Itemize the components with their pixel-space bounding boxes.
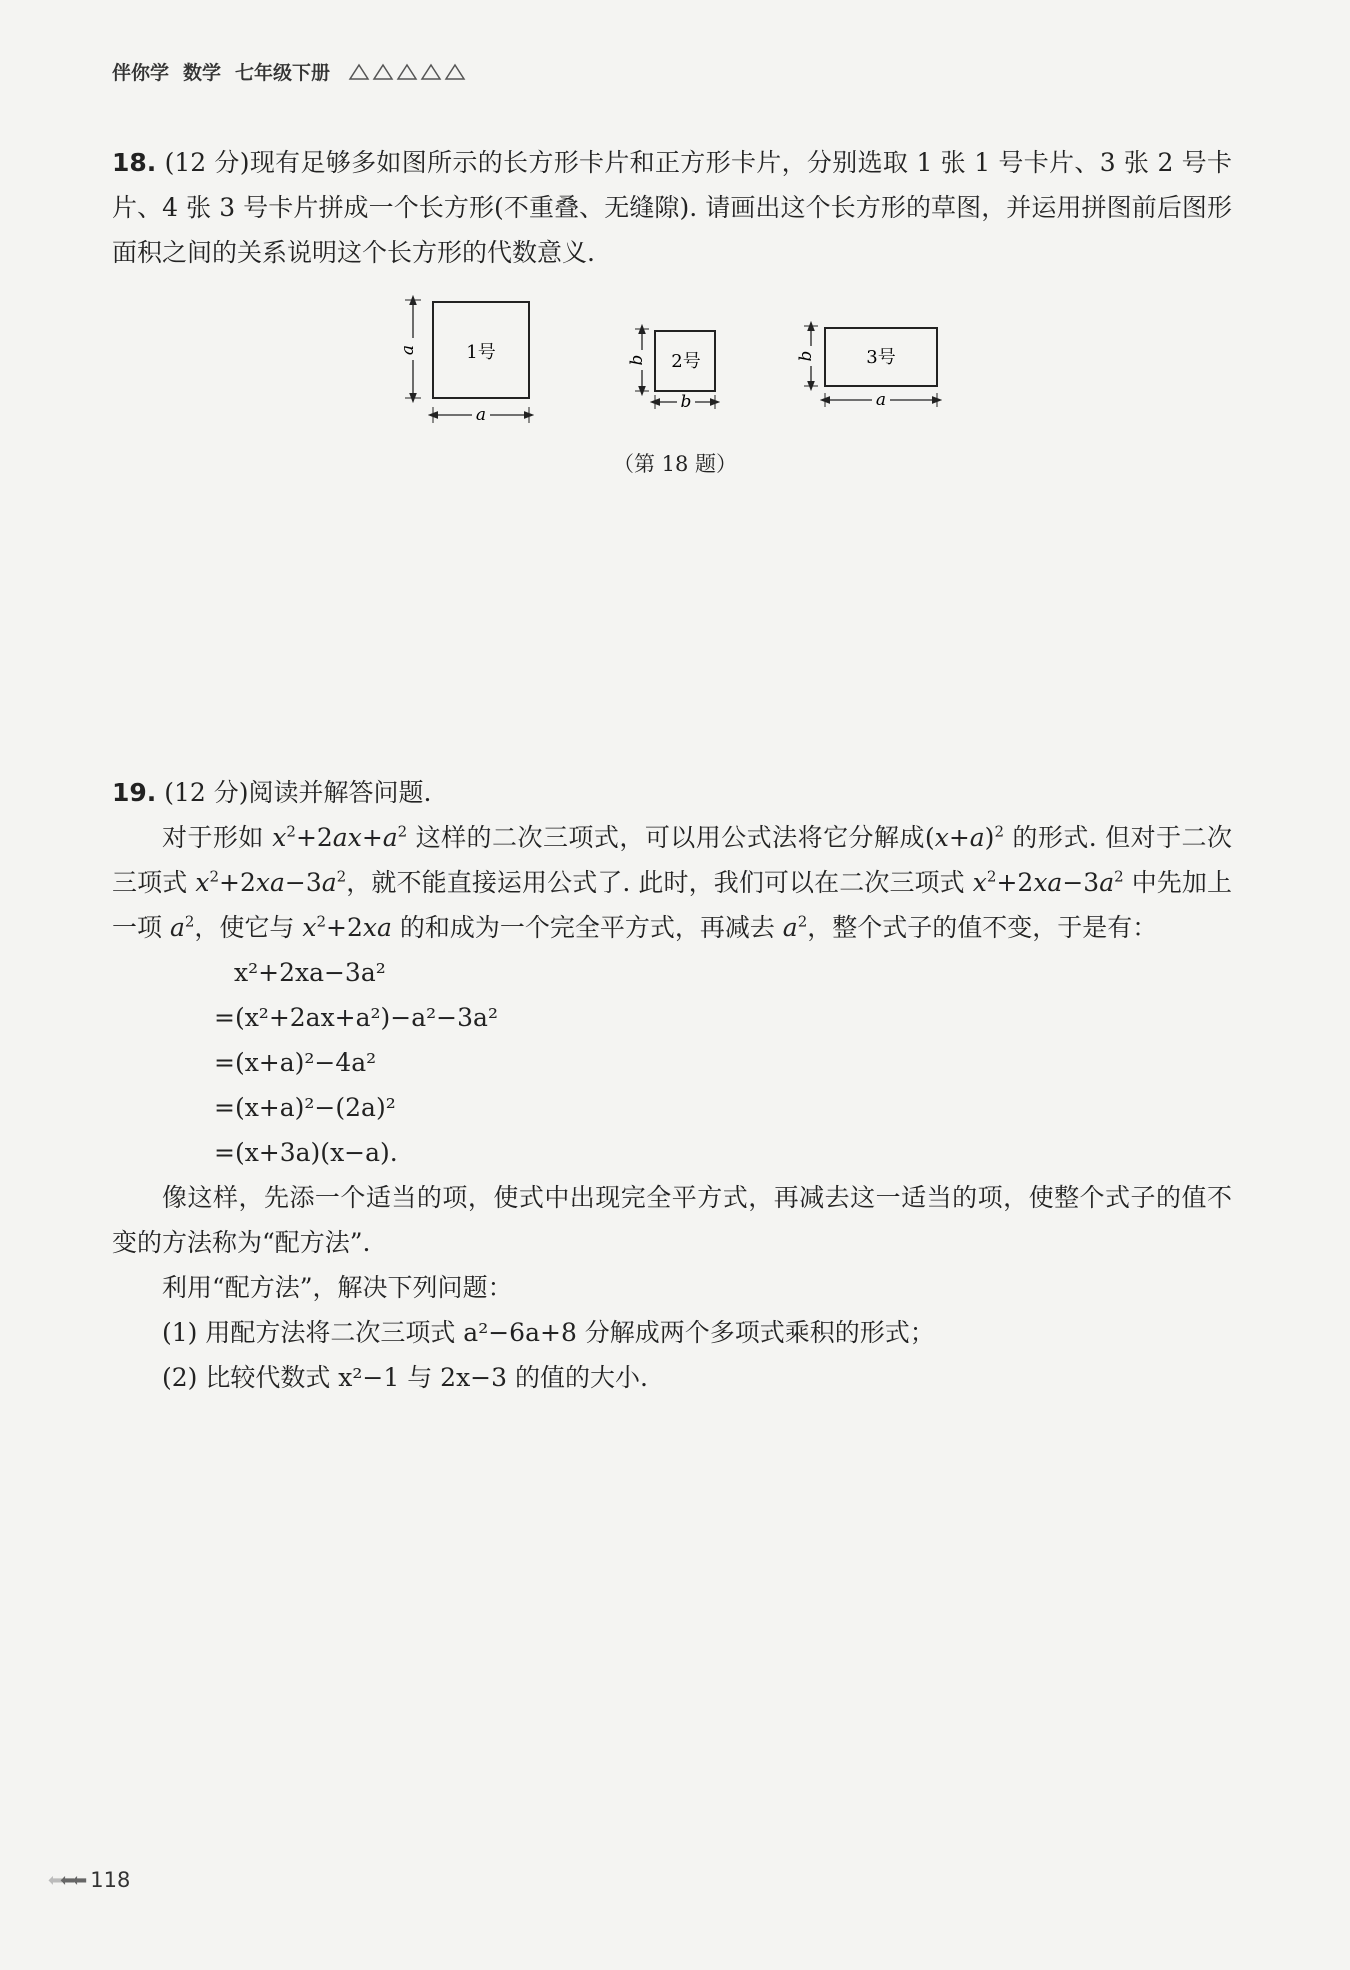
card-1-label: 1号 bbox=[466, 342, 496, 363]
series-name: 伴你学 bbox=[112, 62, 170, 84]
derivation-line: =(x+a)²−4a² bbox=[214, 1048, 377, 1077]
triangle-decoration-icon bbox=[348, 63, 466, 81]
question-19-para1: 对于形如 $x^2+2ax+a^2$ 这样的二次三项式，可以用公式法将它分解成$(x+a)^2$ 的形式. 但对于二次三项式 $x^2+2xa-3a^2$，就不能直接运用公式了. 此时，我们可以在二次三项式 $x^2+2xa-3a^2$ 中先加上一项 $a^2$，使它与 $x^2+2xa$ 的和成为一个完全平方式，再减去 $a^2$，整个式子的值不变，于是有： bbox=[112, 822, 1233, 942]
card-3-label: 3号 bbox=[866, 347, 896, 368]
question-intro: (12 分)阅读并解答问题. bbox=[164, 778, 432, 807]
subject-name: 数学 bbox=[183, 62, 222, 84]
card-3 bbox=[796, 326, 937, 410]
derivation bbox=[214, 950, 1232, 1175]
grade-name: 七年级下册 bbox=[235, 62, 331, 84]
dim-b-vertical: b bbox=[627, 354, 647, 366]
card-2 bbox=[627, 329, 715, 412]
dim-a-horizontal-card3: a bbox=[875, 390, 887, 410]
dim-a-vertical: a bbox=[398, 344, 418, 356]
question-19-para2: 像这样，先添一个适当的项，使式中出现完全平方式，再减去这一适当的项，使整个式子的值不变的方法称为“配方法”. bbox=[112, 1183, 1232, 1257]
arrow-decoration-icon: ⬅⬅⬅ bbox=[48, 1869, 85, 1891]
question-body: (12 分)现有足够多如图所示的长方形卡片和正方形卡片，分别选取 1 张 1 号卡片、3 张 2 号卡片、4 张 3 号卡片拼成一个长方形(不重叠、无缝隙). 请画出这个长方形的草图，并运用拼图前后图形面积之间的关系说明这个长方形的代数意义. bbox=[112, 148, 1232, 267]
derivation-line: =(x+a)²−(2a)² bbox=[214, 1093, 396, 1122]
page-number: 118 bbox=[90, 1868, 131, 1892]
question-18 bbox=[112, 140, 1232, 275]
question-number: 19. bbox=[112, 778, 157, 807]
card-figure bbox=[0, 280, 1350, 440]
card-1 bbox=[398, 300, 529, 425]
question-19-para3: 利用“配方法”，解决下列问题： bbox=[162, 1273, 513, 1302]
page-footer bbox=[48, 1868, 130, 1892]
dim-b-vertical-card3: b bbox=[796, 350, 816, 362]
derivation-line: =(x+3a)(x−a). bbox=[214, 1138, 398, 1167]
question-19-intro bbox=[112, 770, 1232, 815]
sub-question-2: (2) 比较代数式 x²−1 与 2x−3 的值的大小. bbox=[162, 1363, 648, 1392]
derivation-line: =(x²+2ax+a²)−a²−3a² bbox=[214, 1003, 498, 1032]
sub-question-1: (1) 用配方法将二次三项式 a²−6a+8 分解成两个多项式乘积的形式； bbox=[162, 1318, 935, 1347]
question-19 bbox=[112, 770, 1232, 1400]
derivation-line: x²+2xa−3a² bbox=[234, 958, 386, 987]
page-header bbox=[112, 58, 466, 85]
question-18-text bbox=[112, 140, 1232, 275]
question-number: 18. bbox=[112, 148, 157, 177]
card-2-label: 2号 bbox=[671, 351, 701, 372]
figure-caption: （第 18 题） bbox=[612, 452, 738, 476]
dim-a-horizontal: a bbox=[475, 405, 487, 425]
dim-b-horizontal: b bbox=[680, 392, 692, 412]
